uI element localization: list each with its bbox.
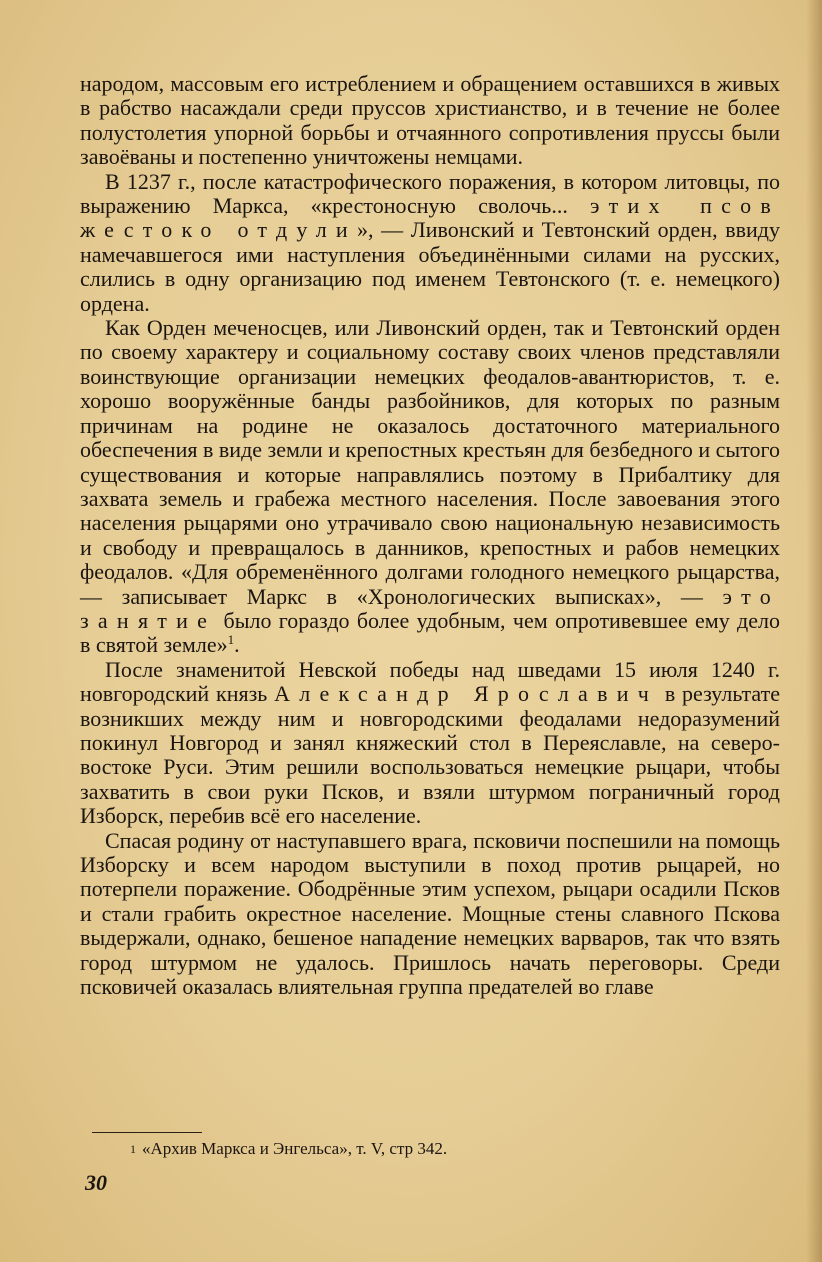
paragraph-1: народом, массовым его истреблением и обращением оставшихся в живых в рабство насаждали среди пруссов христианство, и в течение не более полустолетия упорной борьбы и отчаянного сопротивления пруссы были завоёваны и постепенно уничтожены немцами. xyxy=(80,71,780,170)
footnote-divider xyxy=(92,1132,202,1133)
footnote-text: «Архив Маркса и Энгельса», т. V, стр 342. xyxy=(142,1139,448,1158)
paragraph-4-text-a: После знаменитой Невской победы над шведами 15 июля 1240 г. новгородский князь xyxy=(80,656,780,707)
page-edge-shadow xyxy=(806,0,822,1262)
paragraph-4-text-b: в результате возникших между ним и новгородскими феодалами недоразумений покинул Новгород и занял княжеский стол в Переяславле, на северо-востоке Руси. Этим решили воспользоваться немецкие рыцари, чтобы захватить в свои руки Псков, и взяли штурмом пограничный город Изборск, перебив всё его население. xyxy=(80,681,780,829)
footnote xyxy=(130,1139,447,1159)
paragraph-4-spaced-name: Александр Ярославич xyxy=(274,681,659,707)
paragraph-3-tail: . xyxy=(234,632,240,658)
paragraph-5: Спасая родину от наступавшего врага, псковичи поспешили на помощь Изборску и всем народом выступили в поход против рыцарей, но потерпели поражение. Ободрённые этим успехом, рыцари осадили Псков и стали грабить окрестное население. Мощные стены славного Пскова выдержали, однако, бешеное нападение немецких варваров, так что взять город штурмом не удалось. Пришлось начать переговоры. Среди псковичей оказалась влиятельная группа предателей во главе xyxy=(80,827,780,1000)
paragraph-3-text-b: было гораздо более удобным, чем опротивевшее ему дело в святой земле» xyxy=(80,607,780,658)
paragraph-3-spaced-phrase: это занятие xyxy=(80,583,780,633)
paragraph-2 xyxy=(80,170,780,316)
paragraph-2-text-a: В 1237 г., после катастрофического поражения, в котором литовцы, по выражению Маркса, «крестоносную сволочь... xyxy=(80,168,780,219)
paragraph-4 xyxy=(80,658,780,829)
main-text xyxy=(80,72,780,999)
footnote-reference: 1 xyxy=(227,632,235,648)
footnote-mark: 1 xyxy=(130,1142,136,1156)
paragraph-2-spaced-quote: этих псов жестоко отдули xyxy=(80,193,780,243)
page-number: 30 xyxy=(85,1170,107,1195)
paragraph-3-text-a: Как Орден меченосцев, или Ливонский орден, так и Тевтонский орден по своему характеру и социальному составу своих членов представляли воинствующие организации немецких феодалов-авантюристов, т. е. хорошо вооружённые банды разбойников, для которых по разным причинам на родине не оказалось достаточного материального обеспечения в виде земли и крепостных крестьян для безбедного и сытого существования и которые направлялись поэтому в Прибалтику для захвата земель и грабежа местного населения. После завоевания этого населения рыцарями оно утрачивало свою национальную независимость и свободу и превращалось в данников, крепостных и рабов немецких феодалов. «Для обременённого долгами голодного немецкого рыцарства, — записывает Маркс в «Хронологических выписках», — xyxy=(80,315,780,609)
paragraph-2-text-b: », — Ливонский и Тевтонский орден, ввиду намечавшегося ими наступления объединёнными силами на русских, слились в одну организацию под именем Тевтонского (т. е. немецкого) ордена. xyxy=(80,217,780,316)
paragraph-3 xyxy=(80,316,780,658)
